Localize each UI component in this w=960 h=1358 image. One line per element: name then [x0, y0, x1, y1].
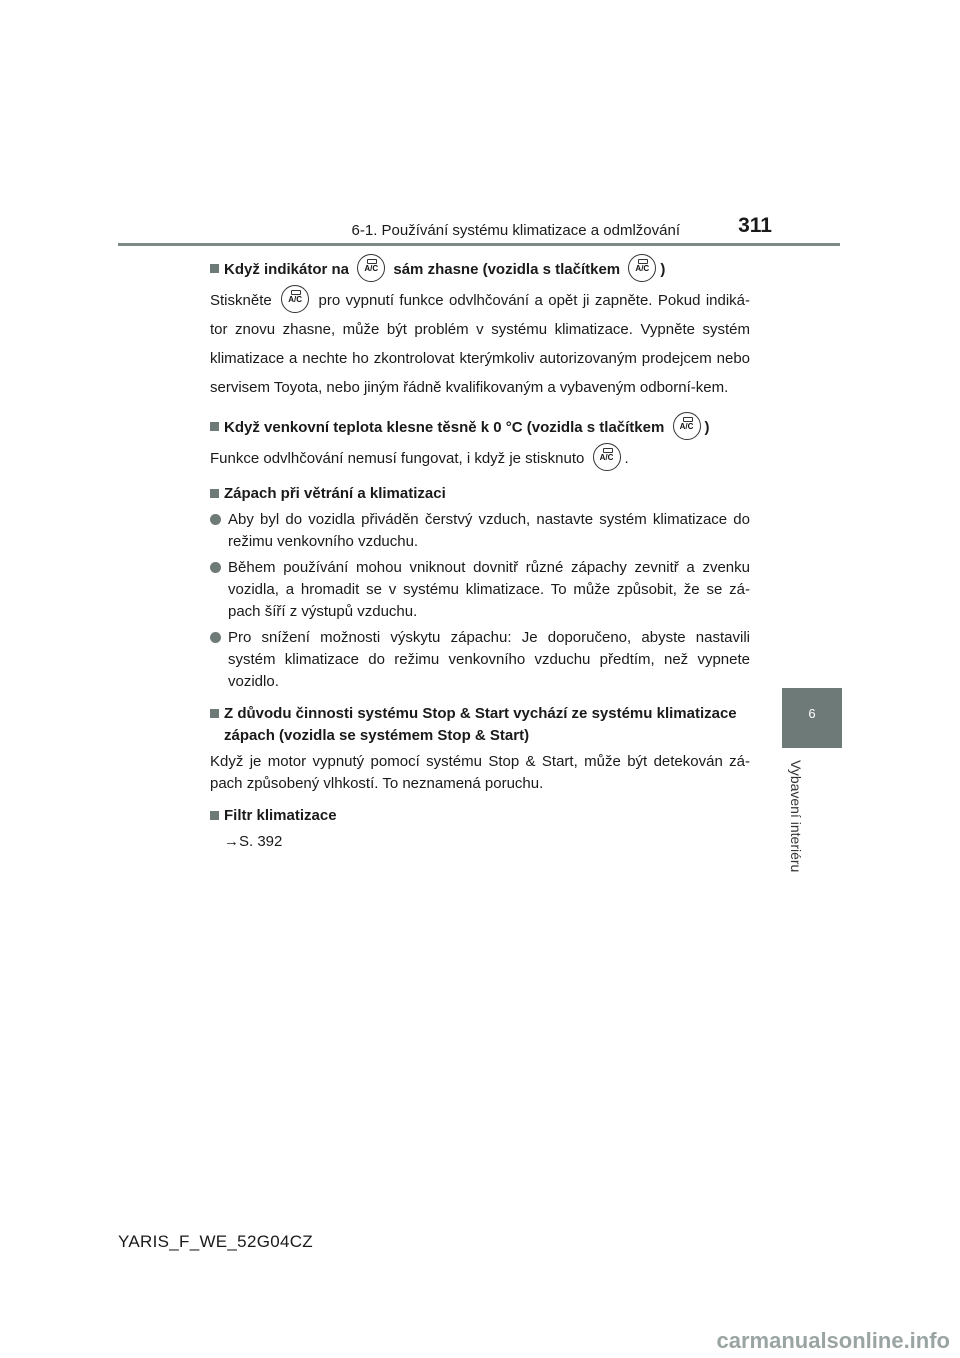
- list-item: Během používání mohou vniknout dovnitř různé zápachy zevnitř a zvenku vozidla, a hromadit se v systému klimatizace. To může způsobit, že se zá-pach šíří z výstupů vzduchu.: [210, 557, 750, 623]
- section-ac-indicator: [210, 258, 750, 402]
- list-item: Aby byl do vozidla přiváděn čerstvý vzduch, nastavte systém klimatizace do režimu venkovního vzduchu.: [210, 509, 750, 553]
- header-rule: [118, 243, 840, 246]
- chapter-tab: [782, 688, 842, 748]
- ac-button-icon: A/C: [357, 254, 385, 282]
- ac-button-icon: A/C: [628, 254, 656, 282]
- section-filter: [210, 805, 750, 853]
- watermark: carmanualsonline.info: [716, 1328, 950, 1353]
- section-heading: Z důvodu činnosti systému Stop & Start vychází ze systému klimatizace zápach (vozidla se systémem Stop & Start): [210, 703, 750, 747]
- ac-button-icon: A/C: [673, 412, 701, 440]
- page-reference-link[interactable]: →S. 392: [224, 833, 283, 850]
- square-bullet-icon: [210, 422, 219, 431]
- page-content: [210, 258, 750, 863]
- section-body: Funkce odvlhčování nemusí fungovat, i když je stisknuto A/C .: [210, 444, 750, 473]
- section-body: Když je motor vypnutý pomocí systému Stop & Start, může být detekován zá-pach způsobený vlhkostí. To neznamená poruchu.: [210, 753, 750, 792]
- circle-bullet-icon: [210, 632, 221, 643]
- square-bullet-icon: [210, 489, 219, 498]
- square-bullet-icon: [210, 264, 219, 273]
- section-title: 6-1. Používání systému klimatizace a odmlžování: [351, 222, 680, 239]
- section-heading: Když venkovní teplota klesne těsně k 0 °C (vozidla s tlačítkem A/C ): [210, 416, 750, 440]
- page-header: [118, 212, 840, 246]
- section-heading: Když indikátor na A/C sám zhasne (vozidla s tlačítkem A/C ): [210, 258, 750, 282]
- section-heading: Zápach při větrání a klimatizaci: [210, 483, 750, 505]
- circle-bullet-icon: [210, 562, 221, 573]
- chapter-number: 6: [808, 706, 816, 721]
- list-item: Pro snížení možnosti výskytu zápachu: Je doporučeno, abyste nastavili systém klimatizace do režimu venkovního vzduchu předtím, než vypnete vozidlo.: [210, 627, 750, 693]
- square-bullet-icon: [210, 811, 219, 820]
- square-bullet-icon: [210, 709, 219, 718]
- section-heading: Filtr klimatizace: [210, 805, 750, 827]
- section-body: Stiskněte A/C pro vypnutí funkce odvlhčování a opět ji zapněte. Pokud indiká-tor znovu zhasne, může být problém v systému klimatizace. Vypněte systém klimatizace a nechte ho zkontrolovat kterýmkoliv autorizovaným prodejcem nebo servisem Toyota, nebo jiným řádně kvalifikovaným a vybaveným odborní-kem.: [210, 286, 750, 402]
- ac-button-icon: A/C: [281, 285, 309, 313]
- circle-bullet-icon: [210, 514, 221, 525]
- page-number: 311: [738, 214, 772, 237]
- document-code: YARIS_F_WE_52G04CZ: [118, 1232, 313, 1251]
- section-stop-start: [210, 703, 750, 795]
- section-low-temperature: [210, 416, 750, 473]
- section-odor: [210, 483, 750, 693]
- chapter-label: Vybavení interiéru: [788, 760, 804, 873]
- ac-button-icon: A/C: [593, 443, 621, 471]
